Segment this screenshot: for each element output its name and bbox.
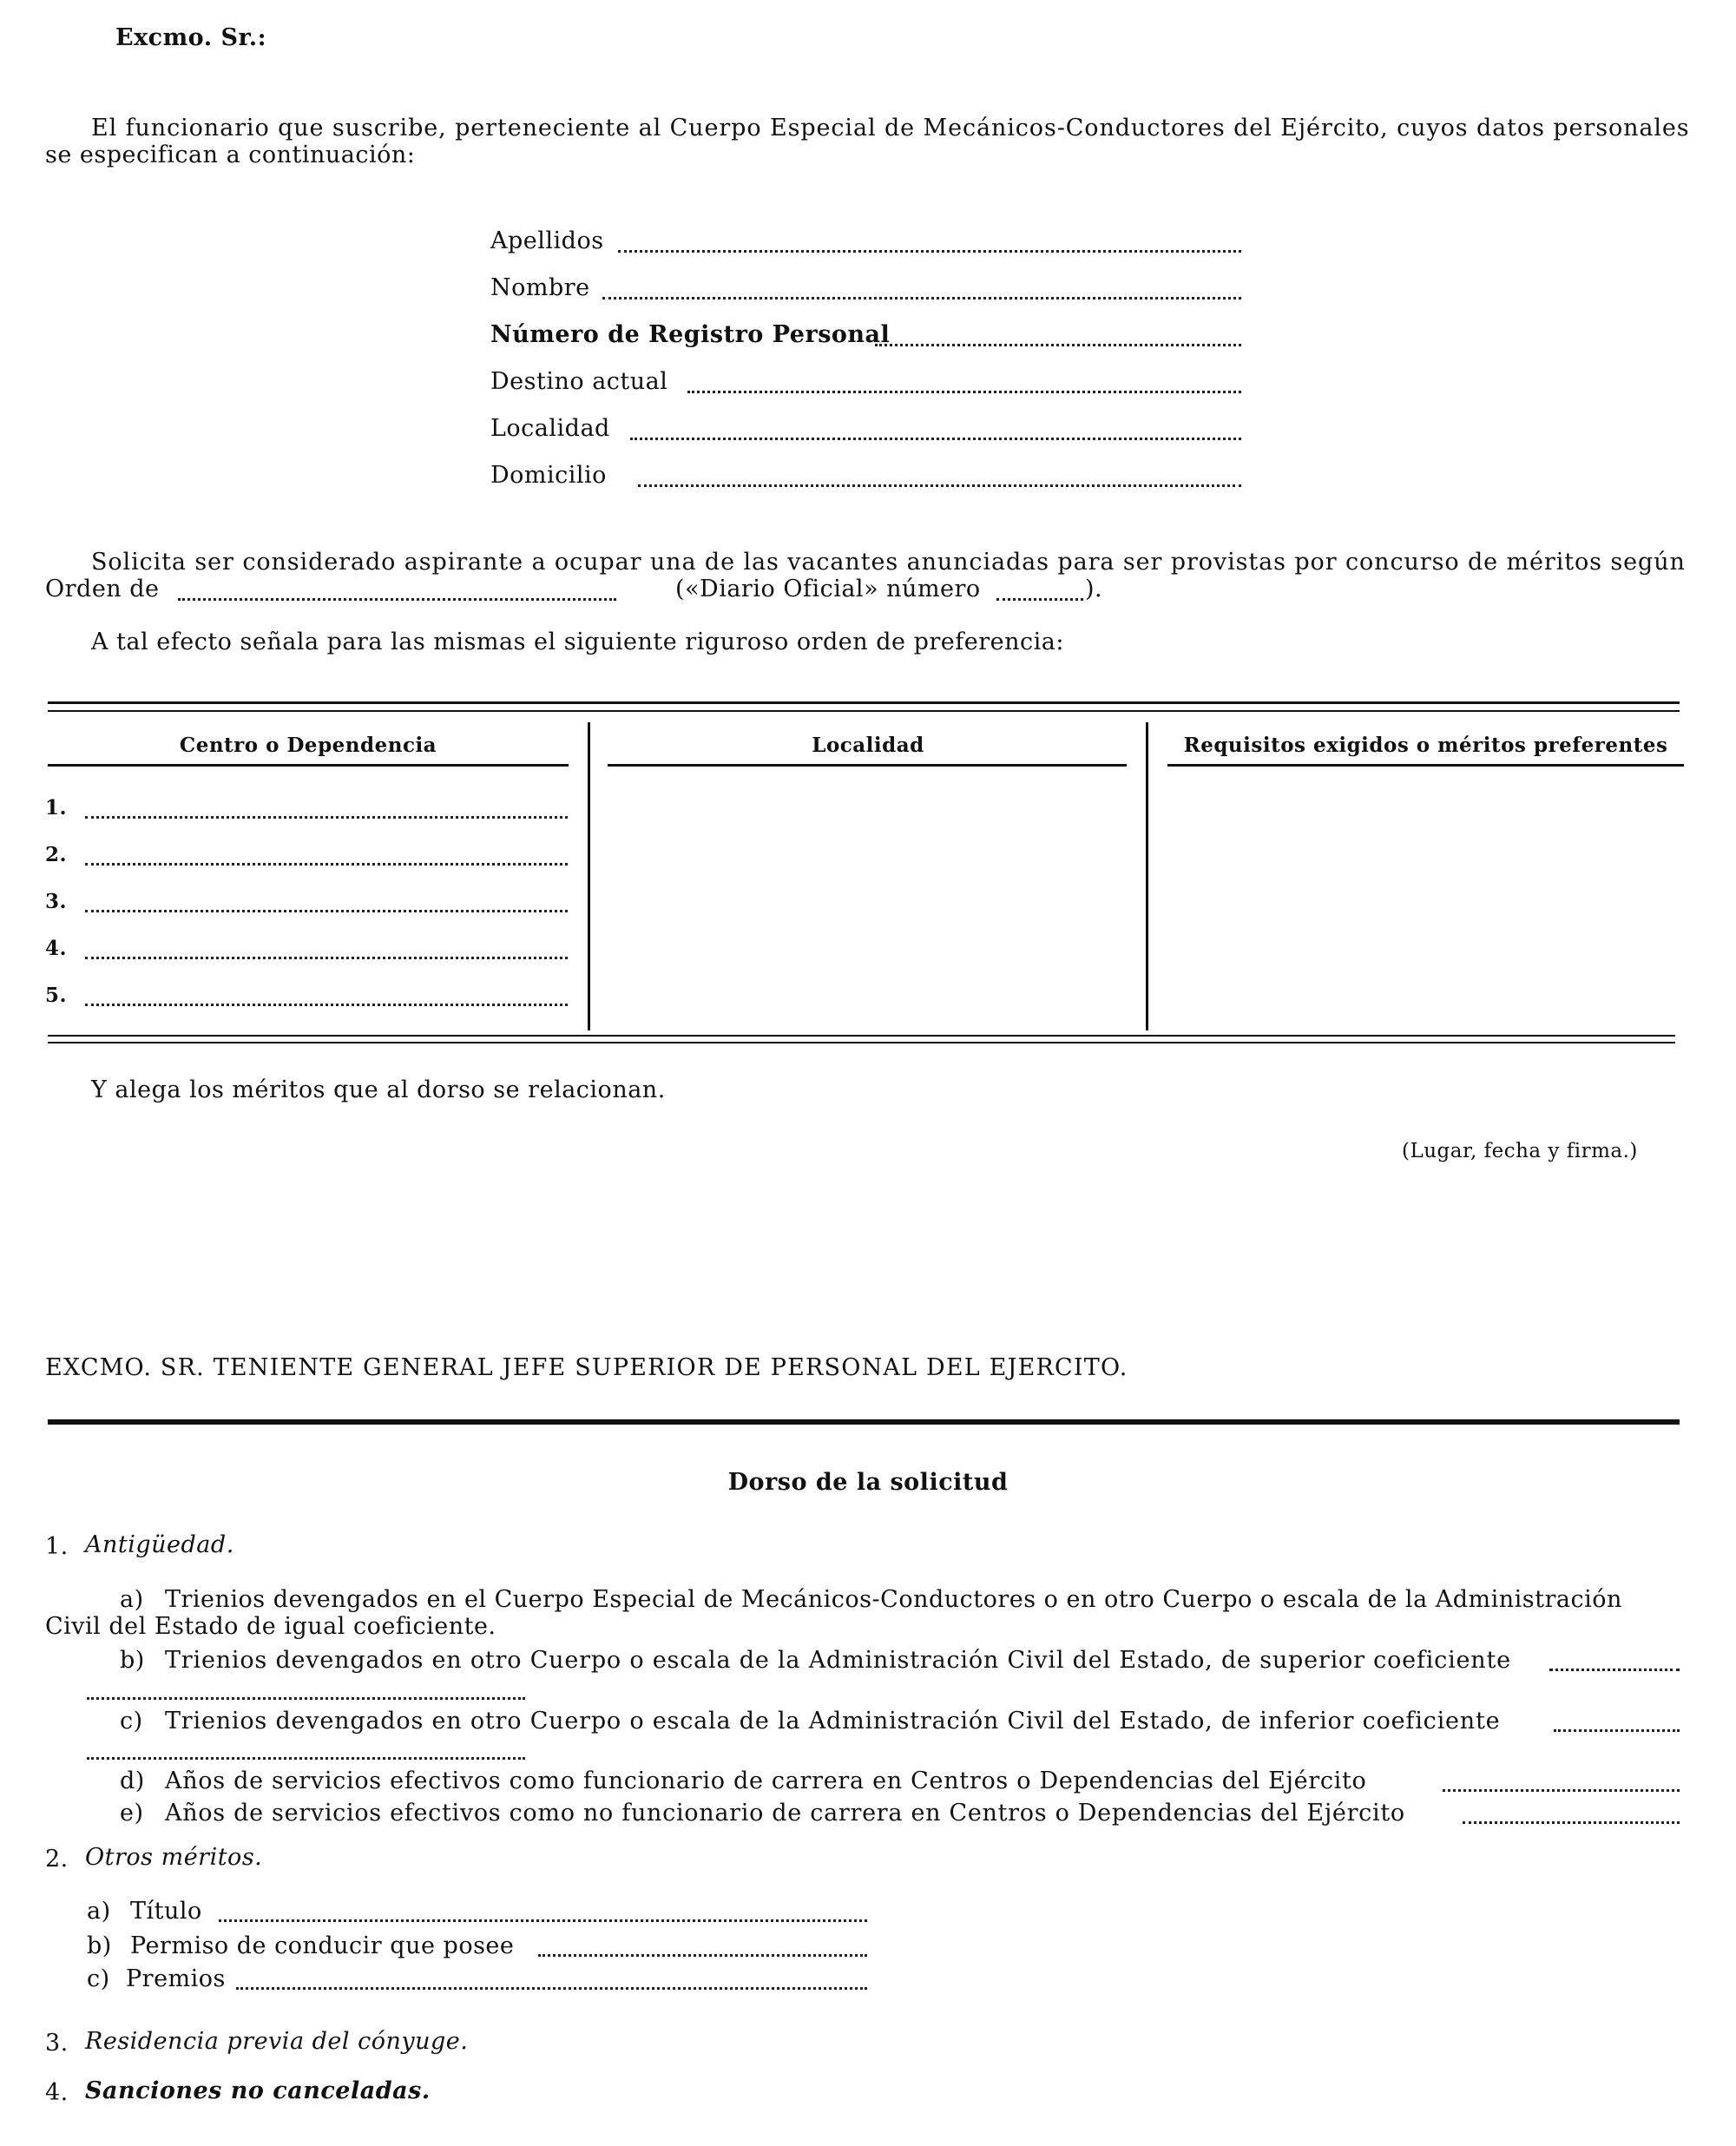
table-row-line[interactable] xyxy=(85,863,568,866)
item-c-line-cont[interactable] xyxy=(87,1757,525,1760)
intro-line-2: se especifican a continuación: xyxy=(45,142,416,168)
item-b-letter: b) xyxy=(120,1647,145,1674)
item-e-line[interactable] xyxy=(1463,1821,1680,1824)
table-row-line[interactable] xyxy=(85,816,568,819)
salutation: Excmo. Sr.: xyxy=(115,24,267,51)
field-label-nombre: Nombre xyxy=(490,274,590,301)
table-row-number: 3. xyxy=(45,890,68,913)
item-a-line-1: Trienios devengados en el Cuerpo Especial de Mecánicos-Conductores o en otro Cuerpo o escala de la Administración xyxy=(165,1586,1622,1613)
item-b-line-cont[interactable] xyxy=(87,1697,525,1700)
table-row-line[interactable] xyxy=(85,1004,568,1006)
table-row-number: 5. xyxy=(45,984,68,1007)
table-row-line[interactable] xyxy=(85,910,568,912)
section-1-number: 1. xyxy=(45,1533,69,1560)
premios-line[interactable] xyxy=(236,1987,867,1990)
table-row-line[interactable] xyxy=(85,957,568,959)
signature-note: (Lugar, fecha y firma.) xyxy=(1402,1140,1638,1162)
request-diario-close: ). xyxy=(1085,576,1103,602)
merits-note: Y alega los méritos que al dorso se relacionan. xyxy=(91,1076,666,1103)
table-header-requisitos: Requisitos exigidos o méritos preferentes xyxy=(1183,734,1668,757)
field-nombre-line[interactable] xyxy=(602,297,1241,300)
field-label-apellidos: Apellidos xyxy=(490,227,604,254)
section-2-number: 2. xyxy=(45,1846,69,1873)
reverse-title: Dorso de la solicitud xyxy=(727,1469,1009,1496)
orden-date-line[interactable] xyxy=(178,598,616,601)
section-1-title: Antigüedad. xyxy=(85,1531,234,1558)
item-e-letter: e) xyxy=(120,1800,144,1827)
permiso-line[interactable] xyxy=(538,1954,867,1957)
section-3-title: Residencia previa del cónyuge. xyxy=(85,2028,469,2055)
table-row-number: 4. xyxy=(45,937,68,960)
titulo-line[interactable] xyxy=(219,1919,867,1922)
table-top-rule-2 xyxy=(48,710,1680,712)
header-underline-centro xyxy=(48,764,569,767)
section-4-title: Sanciones no canceladas. xyxy=(85,2077,431,2104)
item-c-letter: c) xyxy=(120,1708,143,1735)
item-d-line[interactable] xyxy=(1443,1789,1680,1792)
header-underline-requisitos xyxy=(1167,764,1684,767)
table-header-localidad: Localidad xyxy=(812,734,924,757)
field-label-localidad: Localidad xyxy=(490,415,610,442)
item-d-text: Años de servicios efectivos como funcionario de carrera en Centros o Dependencias del Ejército xyxy=(165,1767,1367,1794)
table-row-number: 1. xyxy=(45,796,68,820)
page-separator xyxy=(48,1419,1680,1425)
field-apellidos-line[interactable] xyxy=(618,250,1241,253)
intro-line-1: El funcionario que suscribe, perteneciente al Cuerpo Especial de Mecánicos-Conductores del Ejército, cuyos datos personales xyxy=(91,115,1690,142)
section-3-number: 3. xyxy=(45,2030,69,2057)
item-c-line[interactable] xyxy=(1554,1729,1680,1732)
other-c-letter: c) xyxy=(87,1965,110,1992)
item-a-letter: a) xyxy=(120,1586,144,1613)
item-b-line[interactable] xyxy=(1549,1669,1680,1671)
item-d-letter: d) xyxy=(120,1767,145,1794)
diario-number-line[interactable] xyxy=(996,598,1083,601)
other-a-letter: a) xyxy=(87,1898,111,1925)
field-registro-line[interactable] xyxy=(875,344,1241,346)
column-divider-1 xyxy=(588,722,590,1030)
field-localidad-line[interactable] xyxy=(630,438,1241,440)
header-underline-localidad xyxy=(608,764,1127,767)
item-b-text: Trienios devengados en otro Cuerpo o escala de la Administración Civil del Estado, de superior coeficiente xyxy=(165,1647,1511,1674)
preference-intro: A tal efecto señala para las mismas el siguiente riguroso orden de preferencia: xyxy=(91,629,1064,655)
item-e-text: Años de servicios efectivos como no funcionario de carrera en Centros o Dependencias del Ejército xyxy=(165,1800,1405,1827)
section-4-number: 4. xyxy=(45,2079,69,2106)
field-domicilio-line[interactable] xyxy=(638,484,1241,487)
request-orden-label: Orden de xyxy=(45,576,160,602)
table-bottom-rule-1 xyxy=(48,1035,1675,1037)
field-label-registro: Número de Registro Personal xyxy=(490,321,891,348)
table-bottom-rule-2 xyxy=(48,1042,1675,1043)
field-label-destino: Destino actual xyxy=(490,368,668,395)
table-header-centro: Centro o Dependencia xyxy=(179,734,437,757)
column-divider-2 xyxy=(1146,722,1148,1030)
other-b-text: Permiso de conducir que posee xyxy=(130,1932,515,1959)
field-destino-line[interactable] xyxy=(687,391,1241,393)
table-row-number: 2. xyxy=(45,843,68,866)
section-2-title: Otros méritos. xyxy=(85,1844,263,1871)
item-a-line-2: Civil del Estado de igual coeficiente. xyxy=(45,1613,496,1640)
item-c-text: Trienios devengados en otro Cuerpo o escala de la Administración Civil del Estado, de inferior coeficiente xyxy=(165,1708,1501,1735)
request-line-1: Solicita ser considerado aspirante a ocupar una de las vacantes anunciadas para ser provistas por concurso de méritos según xyxy=(91,549,1686,576)
request-diario-label: («Diario Oficial» número xyxy=(675,576,981,602)
other-a-text: Título xyxy=(130,1898,202,1925)
other-c-text: Premios xyxy=(126,1965,226,1992)
field-label-domicilio: Domicilio xyxy=(490,462,607,489)
other-b-letter: b) xyxy=(87,1932,112,1959)
addressee: EXCMO. SR. TENIENTE GENERAL JEFE SUPERIOR DE PERSONAL DEL EJERCITO. xyxy=(45,1354,1128,1381)
table-top-rule-1 xyxy=(48,701,1680,704)
